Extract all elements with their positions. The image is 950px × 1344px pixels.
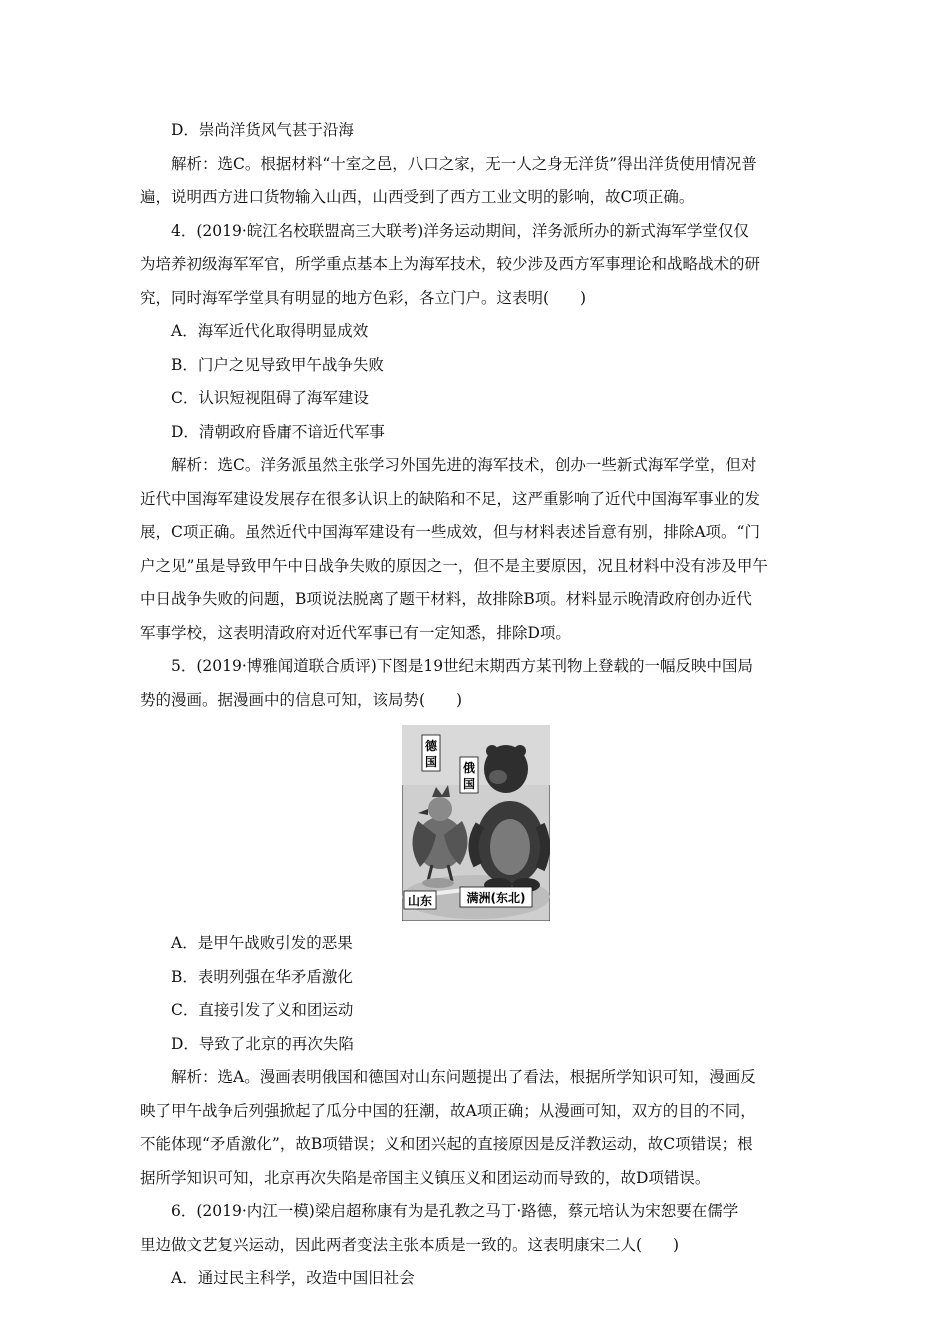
q4-option-c: C．认识短视阻碍了海军建设	[171, 389, 369, 407]
q5-analysis-line: 解析：选A。漫画表明俄国和德国对山东问题提出了看法，根据所学知识可知，漫画反	[171, 1068, 756, 1086]
q4-analysis-line: 军事学校，这表明清政府对近代军事已有一定知悉，排除D项。	[140, 623, 571, 642]
q4-analysis-line: 近代中国海军建设发展存在很多认识上的缺陷和不足，这严重影响了近代中国海军事业的发	[140, 489, 761, 508]
q5-option-a: A．是甲午战败引发的恶果	[171, 934, 353, 952]
q5-analysis-line: 不能体现“矛盾激化”，故B项错误；义和团兴起的直接原因是反洋教运动，故C项错误；根	[140, 1135, 753, 1153]
label-germany-char: 德	[424, 739, 438, 753]
q4-option-d: D．清朝政府昏庸不谙近代军事	[171, 422, 385, 441]
q5-option-c: C．直接引发了义和团运动	[171, 1001, 354, 1019]
label-manchuria: 满洲(东北)	[466, 891, 526, 905]
q5-option-b: B．表明列强在华矛盾激化	[171, 967, 353, 986]
q6-option-a: A．通过民主科学，改造中国旧社会	[171, 1269, 415, 1287]
q4-analysis-line: 户之见”虽是导致甲午中日战争失败的原因之一，但不是主要原因，况且材料中没有涉及甲午	[140, 556, 768, 575]
q4-option-a: A．海军近代化取得明显成效	[171, 322, 369, 340]
q3-option-d: D．崇尚洋货风气甚于沿海	[171, 121, 354, 139]
label-germany-char: 国	[424, 755, 438, 769]
q5-analysis-line: 据所学知识可知，北京再次失陷是帝国主义镇压义和团运动而导致的，故D项错误。	[140, 1168, 711, 1187]
q4-option-b: B．门户之见导致甲午战争失败	[171, 355, 384, 374]
label-russia-char: 国	[462, 777, 476, 791]
q4-stem-line: 究，同时海军学堂具有明显的地方色彩，各立门户。这表明( )	[140, 288, 587, 307]
q5-stem-line: 5．(2019·博雅闻道联合质评)下图是19世纪末期西方某刊物上登载的一幅反映中国局	[171, 657, 754, 675]
q5-analysis-line: 映了甲午战争后列强掀起了瓜分中国的狂潮，故A项正确；从漫画可知，双方的目的不同，	[140, 1101, 756, 1120]
q3-analysis-line: 遍，说明西方进口货物输入山西，山西受到了西方工业文明的影响，故C项正确。	[140, 188, 695, 206]
q5-option-d: D．导致了北京的再次失陷	[171, 1034, 354, 1053]
document-page	[140, 114, 812, 1296]
label-russia-char: 俄	[462, 761, 476, 775]
q5-stem-line: 势的漫画。据漫画中的信息可知，该局势( )	[140, 690, 463, 709]
label-shandong: 山东	[407, 894, 433, 908]
cartoon-image	[402, 725, 550, 921]
q4-analysis-line: 解析：选C。洋务派虽然主张学习外国先进的海军技术，创办一些新式海军学堂，但对	[171, 456, 757, 474]
q6-stem-line: 6．(2019·内江一模)梁启超称康有为是孔教之马丁·路德，蔡元培认为宋恕要在儒学	[171, 1202, 739, 1220]
q4-analysis-line: 中日战争失败的问题，B项说法脱离了题干材料，故排除B项。材料显示晚清政府创办近代	[140, 590, 752, 608]
q4-stem-line: 为培养初级海军军官，所学重点基本上为海军技术，较少涉及西方军事理论和战略战术的研	[140, 255, 761, 273]
q4-analysis-line: 展，C项正确。虽然近代中国海军建设有一些成效，但与材料表述旨意有别，排除A项。“门	[140, 523, 760, 541]
q6-stem-line: 里边做文艺复兴运动，因此两者变法主张本质是一致的。这表明康宋二人( )	[140, 1235, 680, 1254]
cartoon-figure	[140, 725, 812, 921]
q3-analysis-line: 解析：选C。根据材料“十室之邑，八口之家，无一人之身无洋货”得出洋货使用情况普	[171, 154, 757, 173]
q4-stem-line: 4．(2019·皖江名校联盟高三大联考)洋务运动期间，洋务派所办的新式海军学堂仅仅	[171, 221, 749, 240]
